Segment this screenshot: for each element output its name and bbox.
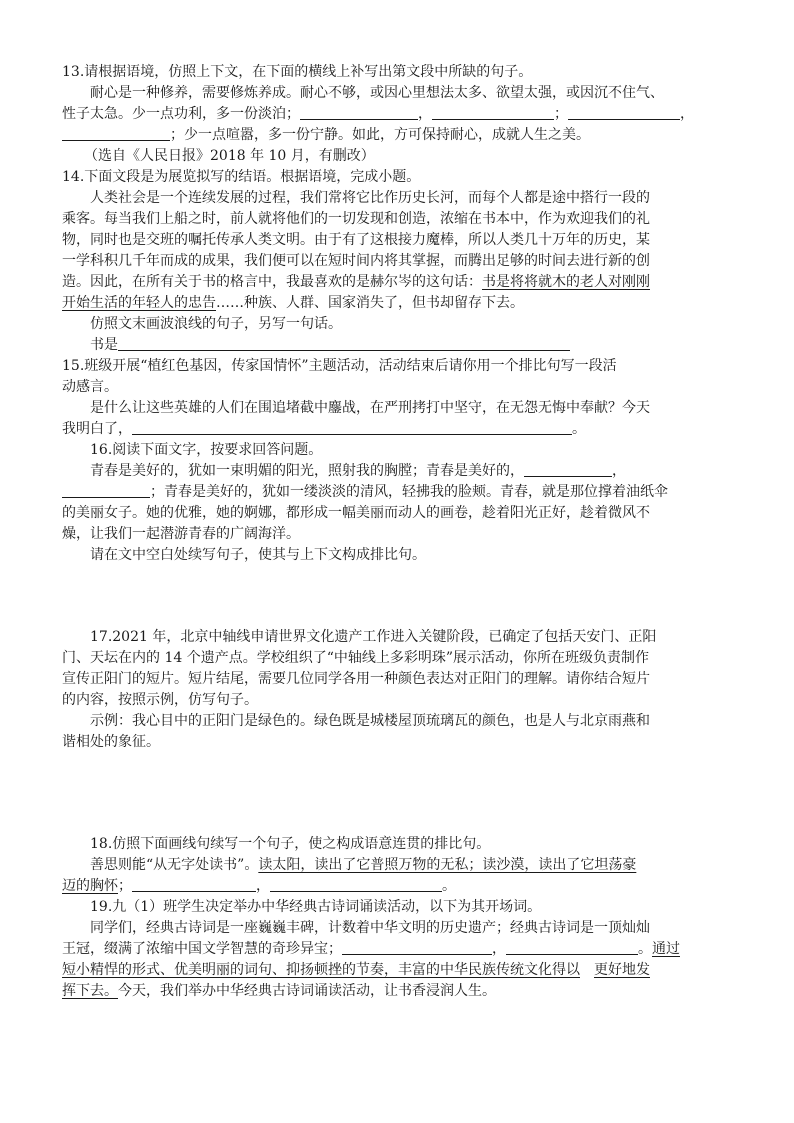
q15-answer-line — [62, 419, 742, 439]
answer-blank[interactable] — [132, 877, 256, 892]
q18-underlined-sentence: 迈的胸怀 — [62, 878, 118, 894]
q18-text: 善思则能“从无字处读书”。 — [90, 857, 259, 873]
answer-blank[interactable] — [62, 126, 170, 141]
q13-text: 性子太急。少一点功利，多一份淡泊； — [62, 106, 300, 122]
q15-title-cont: 动感言。 — [62, 379, 118, 395]
answer-blank[interactable] — [118, 336, 570, 351]
q13-title: 13.请根据语境，仿照上下文，在下面的横线上补写出第文段中所缺的句子。 — [62, 64, 533, 80]
q14-paragraph-line — [62, 293, 742, 313]
answer-blank[interactable] — [300, 105, 418, 120]
q19-paragraph-line — [62, 939, 742, 959]
answer-blank[interactable] — [524, 462, 612, 477]
q19-punct: ， — [492, 941, 506, 957]
q16-instruction: 请在文中空白处续写句子，使其与上下文构成排比句。 — [90, 547, 426, 563]
q17-example-cont: 谐相处的象征。 — [62, 734, 160, 750]
q15-text: 我明白了， — [62, 421, 132, 437]
q14-paragraph-line: 乘客。每当我们上船之时，前人就将他们的一切发现和创造，浓缩在书本中，作为欢迎我们的礼 — [62, 211, 650, 227]
q14-answer-prefix: 书是 — [90, 337, 118, 353]
q19-underlined-sentence: 挥下去。 — [62, 983, 118, 999]
q13-punct: ； — [554, 106, 568, 122]
q16-punct: ， — [612, 463, 626, 479]
q19-paragraph-line: 同学们，经典古诗词是一座巍巍丰碑，计数着中华文明的历史遗产；经典古诗词是一顶灿灿 — [90, 920, 650, 936]
q13-source: （选自《人民日报》2018 年 10 月，有删改） — [84, 148, 375, 164]
q13-punct: ， — [418, 106, 432, 122]
q18-underlined-sentence: 读太阳，读出了它普照万物的无私；读沙漠，读出了它坦荡豪 — [258, 857, 637, 873]
answer-blank[interactable] — [568, 105, 680, 120]
q14-paragraph-line: 人类社会是一个连续发展的过程，我们常将它比作历史长河，而每个人都是途中搭行一段的 — [90, 190, 650, 206]
q19-text: 今天，我们举办中华经典古诗词诵读活动，让书香浸润人生。 — [118, 983, 496, 999]
q18-punct: ； — [118, 878, 132, 894]
q19-title: 19.九（1）班学生决定举办中华经典古诗词诵读活动，以下为其开场词。 — [90, 899, 542, 915]
q17-paragraph-line: 宣传正阳门的短片。短片结尾，需要几位同学各用一种颜色表达对正阳门的理解。请你结合短片 — [62, 671, 650, 687]
answer-blank[interactable] — [506, 940, 638, 955]
q14-paragraph-line — [62, 272, 742, 292]
q18-punct: 。 — [442, 878, 456, 894]
q13-paragraph-line — [62, 104, 742, 124]
answer-blank[interactable] — [432, 105, 554, 120]
answer-blank[interactable] — [342, 940, 492, 955]
q17-paragraph-line: 门、天坛在内的 14 个遗产点。学校组织了“中轴线上多彩明珠”展示活动，你所在班级负责制作 — [62, 650, 650, 666]
q14-title: 14.下面文段是为展览拟写的结语。根据语境，完成小题。 — [62, 169, 421, 185]
q14-answer-line — [90, 335, 742, 355]
q16-paragraph-line — [90, 461, 742, 481]
q13-paragraph-line: 耐心是一种修养，需要修炼养成。耐心不够，或因心里想法太多、欲望太强，或因沉不住气、 — [90, 85, 664, 101]
q16-paragraph-line: 燥，让我们一起潜游青春的广阔海洋。 — [62, 526, 300, 542]
q17-paragraph-line: 的内容，按照示例，仿写句子。 — [62, 692, 258, 708]
q15-paragraph-line: 是什么让这些英雄的人们在围追堵截中鏖战，在严刑拷打中坚守，在无怨无悔中奉献？今天 — [90, 400, 650, 416]
answer-blank[interactable] — [270, 877, 442, 892]
q19-punct: 。 — [638, 941, 652, 957]
answer-blank[interactable] — [62, 483, 150, 498]
q18-answer-line — [62, 876, 742, 896]
q13-punct: ， — [680, 106, 694, 122]
q16-paragraph-line: 的美丽女子。她的优雅，她的婀娜，都形成一幅美丽而动人的画卷，趁着阳光正好，趁着微风不 — [62, 505, 650, 521]
q16-text: ；青春是美好的，犹如一缕淡淡的清风，轻拂我的脸颊。青春，就是那位撑着油纸伞 — [150, 484, 668, 500]
q17-example: 示例：我心目中的正阳门是绿色的。绿色既是城楼屋顶琉璃瓦的颜色，也是人与北京雨燕和 — [90, 713, 650, 729]
q14-wavy-underlined-sentence: 开始生活的年轻人的忠告 — [62, 295, 216, 311]
q13-text: ；少一点喧嚣，多一份宁静。如此，方可保持耐心，成就人生之美。 — [170, 127, 590, 143]
q19-text: 王冠，缀满了浓缩中国文学智慧的奇珍异宝； — [62, 941, 342, 957]
q19-underlined-sentence: 更好地发 — [594, 962, 650, 978]
q15-punct: 。 — [572, 421, 586, 437]
q14-paragraph-line: 一学科积几千年而成的成果，我们便可以在短时间内将其掌握，而腾出足够的时间去进行新的创 — [62, 253, 650, 269]
q16-text: 青春是美好的，犹如一束明媚的阳光，照射我的胸膛；青春是美好的， — [90, 463, 524, 479]
q17-paragraph-line: 17.2021 年，北京中轴线申请世界文化遗产工作进入关键阶段，已确定了包括天安门、正阳 — [90, 629, 657, 645]
q14-text: 造。因此，在所有关于书的格言中，我最喜欢的是赫尔岑的这句话： — [62, 274, 482, 290]
q19-underlined-sentence: 通过 — [652, 941, 680, 957]
q16-paragraph-line — [62, 482, 742, 502]
q14-wavy-underlined-sentence: 书是将将就木的老人对刚刚 — [482, 274, 650, 290]
q19-paragraph-line — [62, 981, 742, 1001]
q19-paragraph-line — [62, 960, 742, 980]
q18-paragraph-line — [90, 855, 742, 875]
q18-title: 18.仿照下面画线句续写一个句子，使之构成语意连贯的排比句。 — [90, 836, 491, 852]
q14-paragraph-line: 物，同时也是交班的嘱托传承人类文明。由于有了这根接力魔棒，所以人类几十万年的历史，某 — [62, 232, 650, 248]
q18-punct: ， — [256, 878, 270, 894]
q14-instruction: 仿照文末画波浪线的句子，另写一句话。 — [90, 316, 342, 332]
q19-underlined-sentence: 短小精悍的形式、优美明丽的词句、抑扬顿挫的节奏，丰富的中华民族传统文化得以 — [62, 962, 580, 978]
q13-paragraph-line — [62, 125, 742, 145]
q15-title: 15.班级开展“植红色基因，传家国情怀”主题活动，活动结束后请你用一个排比句写一段活 — [62, 358, 617, 374]
q14-text: ……种族、人群、国家消失了，但书却留存下去。 — [216, 295, 524, 311]
answer-blank[interactable] — [132, 420, 572, 435]
q16-title: 16.阅读下面文字，按要求回答问题。 — [90, 442, 323, 458]
